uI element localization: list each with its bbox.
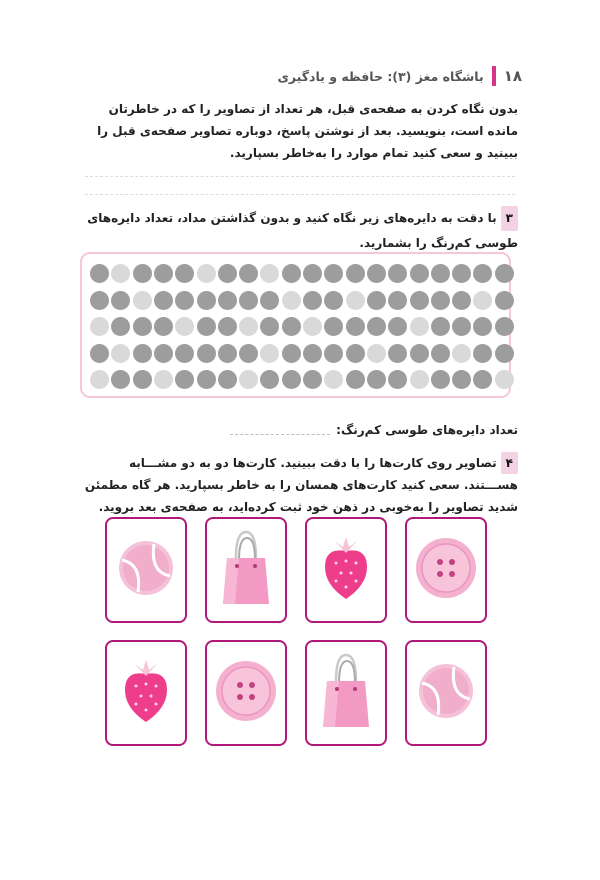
light-gray-circle xyxy=(239,370,258,389)
task-4-text: تصاویر روی کارت‌ها را با دقت ببینید. کارت‌ها دو به دو مشـــابه هســـتند. سعی کنید کارت‌های همسان را به خاطر بسپارید. هر گاه مطمئن شدید تصاویر را به‌خوبی در ذهن خود ثبت کرده‌اید، به صفحه‌ی بعد بروید. xyxy=(84,456,518,514)
memory-card-tennis-ball xyxy=(405,640,487,746)
dark-gray-circle xyxy=(282,344,301,363)
light-gray-circle xyxy=(111,344,130,363)
dark-gray-circle xyxy=(324,291,343,310)
dark-gray-circle xyxy=(197,317,216,336)
dark-gray-circle xyxy=(303,264,322,283)
dark-gray-circle xyxy=(218,344,237,363)
dark-gray-circle xyxy=(197,344,216,363)
dark-gray-circle xyxy=(239,344,258,363)
dark-gray-circle xyxy=(495,264,514,283)
button-icon xyxy=(214,659,278,727)
light-gray-circle xyxy=(260,344,279,363)
memory-card-button xyxy=(205,640,287,746)
task-3-instructions xyxy=(80,206,518,256)
dark-gray-circle xyxy=(410,344,429,363)
dark-gray-circle xyxy=(452,317,471,336)
dark-gray-circle xyxy=(111,370,130,389)
dark-gray-circle xyxy=(431,317,450,336)
dark-gray-circle xyxy=(346,264,365,283)
dark-gray-circle xyxy=(133,370,152,389)
dark-gray-circle xyxy=(388,264,407,283)
answer-label: تعداد دایره‌های طوسی کم‌رنگ: xyxy=(336,423,518,437)
light-gray-circle xyxy=(495,370,514,389)
dark-gray-circle xyxy=(367,264,386,283)
dark-gray-circle xyxy=(260,370,279,389)
light-gray-circle xyxy=(346,291,365,310)
dark-gray-circle xyxy=(239,291,258,310)
dark-gray-circle xyxy=(410,264,429,283)
dark-gray-circle xyxy=(154,264,173,283)
dark-gray-circle xyxy=(452,370,471,389)
dark-gray-circle xyxy=(154,317,173,336)
dark-gray-circle xyxy=(495,291,514,310)
dark-gray-circle xyxy=(303,370,322,389)
dark-gray-circle xyxy=(452,264,471,283)
memory-card-strawberry xyxy=(105,640,187,746)
memory-card-tennis-ball xyxy=(105,517,187,623)
page-title: باشگاه مغز (۳): حافظه و یادگیری xyxy=(277,68,484,84)
dark-gray-circle xyxy=(282,317,301,336)
light-gray-circle xyxy=(473,291,492,310)
dark-gray-circle xyxy=(495,344,514,363)
dark-gray-circle xyxy=(260,317,279,336)
strawberry-icon xyxy=(321,533,371,607)
page-header xyxy=(277,66,522,86)
memory-card-shopping-bag xyxy=(205,517,287,623)
dark-gray-circle xyxy=(388,317,407,336)
task-3-text: با دقت به دایره‌های زیر نگاه کنید و بدون گذاشتن مداد، تعداد دایره‌های طوسی کم‌رنگ را بشمارید. xyxy=(87,211,518,250)
dark-gray-circle xyxy=(175,344,194,363)
dark-gray-circle xyxy=(431,370,450,389)
light-gray-circle xyxy=(367,344,386,363)
dark-gray-circle xyxy=(367,291,386,310)
tennis-ball-icon xyxy=(416,661,476,725)
dark-gray-circle xyxy=(133,344,152,363)
dark-gray-circle xyxy=(431,264,450,283)
strawberry-icon xyxy=(121,656,171,730)
dark-gray-circle xyxy=(346,317,365,336)
memory-card-button xyxy=(405,517,487,623)
circle-grid xyxy=(80,252,511,398)
dark-gray-circle xyxy=(473,344,492,363)
light-gray-circle xyxy=(410,317,429,336)
light-gray-circle xyxy=(303,317,322,336)
dark-gray-circle xyxy=(218,317,237,336)
tennis-ball-icon xyxy=(116,538,176,602)
light-gray-circle xyxy=(111,264,130,283)
button-icon xyxy=(414,536,478,604)
answer-line[interactable] xyxy=(230,434,330,435)
dark-gray-circle xyxy=(90,291,109,310)
dark-gray-circle xyxy=(111,317,130,336)
dark-gray-circle xyxy=(260,291,279,310)
task-number-badge: ۴ xyxy=(501,452,518,474)
dark-gray-circle xyxy=(495,317,514,336)
header-divider xyxy=(492,66,496,86)
dark-gray-circle xyxy=(154,291,173,310)
dark-gray-circle xyxy=(410,291,429,310)
dark-gray-circle xyxy=(303,344,322,363)
dark-gray-circle xyxy=(197,291,216,310)
section-divider xyxy=(85,194,515,195)
dark-gray-circle xyxy=(452,291,471,310)
light-gray-circle xyxy=(90,317,109,336)
light-gray-circle xyxy=(133,291,152,310)
shopping-bag-icon xyxy=(219,528,273,612)
dark-gray-circle xyxy=(282,370,301,389)
dark-gray-circle xyxy=(90,264,109,283)
light-gray-circle xyxy=(197,264,216,283)
dark-gray-circle xyxy=(90,344,109,363)
dark-gray-circle xyxy=(154,344,173,363)
dark-gray-circle xyxy=(218,291,237,310)
dark-gray-circle xyxy=(133,317,152,336)
light-gray-circle xyxy=(175,317,194,336)
light-gray-circle xyxy=(324,370,343,389)
dark-gray-circle xyxy=(431,344,450,363)
dark-gray-circle xyxy=(218,264,237,283)
dark-gray-circle xyxy=(431,291,450,310)
dark-gray-circle xyxy=(473,370,492,389)
dark-gray-circle xyxy=(282,264,301,283)
page-number: ۱۸ xyxy=(503,67,522,85)
dark-gray-circle xyxy=(346,370,365,389)
dark-gray-circle xyxy=(473,264,492,283)
light-gray-circle xyxy=(260,264,279,283)
dark-gray-circle xyxy=(218,370,237,389)
section-divider xyxy=(85,176,515,177)
dark-gray-circle xyxy=(473,317,492,336)
dark-gray-circle xyxy=(388,344,407,363)
memory-card-shopping-bag xyxy=(305,640,387,746)
light-gray-circle xyxy=(410,370,429,389)
dark-gray-circle xyxy=(324,344,343,363)
dark-gray-circle xyxy=(346,344,365,363)
light-gray-circle xyxy=(154,370,173,389)
task-4-instructions xyxy=(80,452,518,518)
light-gray-circle xyxy=(239,317,258,336)
dark-gray-circle xyxy=(197,370,216,389)
shopping-bag-icon xyxy=(319,651,373,735)
dark-gray-circle xyxy=(175,291,194,310)
dark-gray-circle xyxy=(303,291,322,310)
dark-gray-circle xyxy=(367,370,386,389)
intro-instructions: بدون نگاه کردن به صفحه‌ی قبل، هر تعداد از تصاویر را که در خاطرتان مانده است، بنویسید. بعد از نوشتن پاسخ، دوباره تصاویر صفحه‌ی قبل را ببینید و سعی کنید تمام موارد را به‌خاطر بسپارید. xyxy=(97,102,518,160)
dark-gray-circle xyxy=(324,317,343,336)
dark-gray-circle xyxy=(133,264,152,283)
dark-gray-circle xyxy=(239,264,258,283)
light-gray-circle xyxy=(452,344,471,363)
light-gray-circle xyxy=(282,291,301,310)
dark-gray-circle xyxy=(388,370,407,389)
answer-prompt xyxy=(80,423,518,437)
dark-gray-circle xyxy=(324,264,343,283)
dark-gray-circle xyxy=(388,291,407,310)
light-gray-circle xyxy=(90,370,109,389)
dark-gray-circle xyxy=(367,317,386,336)
task-number-badge: ۳ xyxy=(501,206,518,231)
dark-gray-circle xyxy=(175,264,194,283)
dark-gray-circle xyxy=(111,291,130,310)
memory-card-strawberry xyxy=(305,517,387,623)
dark-gray-circle xyxy=(175,370,194,389)
